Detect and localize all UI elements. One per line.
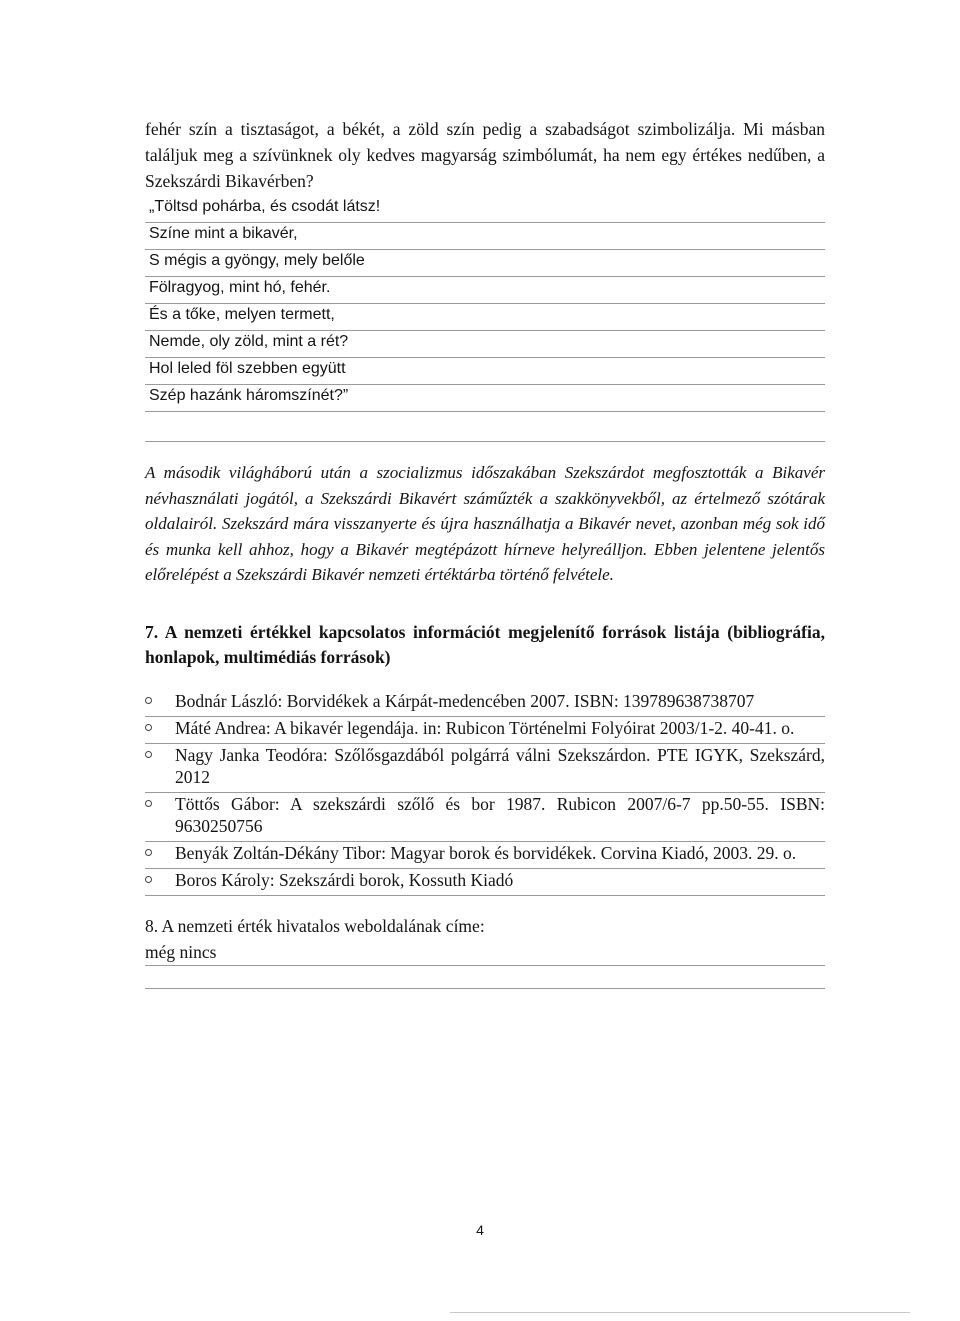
section-8-title: 8. A nemzeti érték hivatalos weboldalának címe: (145, 916, 485, 936)
intro-paragraph (145, 116, 825, 194)
bullet-icon (145, 697, 152, 704)
bullet-icon (145, 800, 152, 807)
poem-line: S mégis a gyöngy, mely belőle (145, 250, 825, 277)
poem-line: Fölragyog, mint hó, fehér. (145, 277, 825, 304)
page-number: 4 (476, 1222, 484, 1238)
bullet-icon (145, 724, 152, 731)
list-item: Töttős Gábor: A szekszárdi szőlő és bor 1987. Rubicon 2007/6-7 pp.50-55. ISBN: 9630250756 (145, 793, 825, 842)
section-8-answer: még nincs (145, 939, 825, 966)
section-7-title: 7. A nemzeti értékkel kapcsolatos információt megjelenítő források listája (bibliográfia, honlapok, multimédiás források) (145, 622, 825, 667)
list-item: Benyák Zoltán-Dékány Tibor: Magyar borok és borvidékek. Corvina Kiadó, 2003. 29. o. (145, 842, 825, 869)
poem-line: Hol leled föl szebben együtt (145, 358, 825, 385)
list-item: Bodnár László: Borvidékek a Kárpát-medencében 2007. ISBN: 139789638738707 (145, 690, 825, 717)
section-8 (145, 913, 825, 966)
poem-block (145, 196, 825, 412)
intro-text: fehér szín a tisztaságot, a békét, a zöld szín pedig a szabadságot szimbolizálja. Mi másban találjuk meg a szívünknek oly kedves magyarság szimbólumát, ha nem egy értékes nedűben, a Szekszárdi Bikavérben? (145, 119, 825, 191)
poem-line: Szép hazánk háromszínét?” (145, 385, 825, 412)
divider-line (145, 988, 825, 989)
divider-line (145, 441, 825, 442)
bullet-icon (145, 751, 152, 758)
poem-line: Színe mint a bikavér, (145, 223, 825, 250)
bullet-icon (145, 849, 152, 856)
poem-line: És a tőke, melyen termett, (145, 304, 825, 331)
bullet-icon (145, 876, 152, 883)
poem-line: Nemde, oly zöld, mint a rét? (145, 331, 825, 358)
list-item: Boros Károly: Szekszárdi borok, Kossuth Kiadó (145, 869, 825, 896)
list-item: Máté Andrea: A bikavér legendája. in: Rubicon Történelmi Folyóirat 2003/1-2. 40-41. o. (145, 717, 825, 744)
poem-line: „Töltsd pohárba, és csodát látsz! (145, 196, 825, 223)
footer-line (450, 1312, 910, 1313)
reference-list (145, 690, 825, 896)
italic-paragraph: A második világháború után a szocializmus időszakában Szekszárdot megfosztották a Bikavér névhasználati jogától, a Szekszárdi Bikavért száműzték a szakkönyvekből, az értelmező szótárak oldalairól. Szekszárd mára visszanyerte és újra használhatja a Bikavér nevet, azonban még sok idő és munka kell ahhoz, hogy a Bikavér megtépázott hírneve helyreálljon. Ebben jelentene jelentős előrelépést a Szekszárdi Bikavér nemzeti értéktárba történő felvétele. (145, 463, 825, 584)
list-item: Nagy Janka Teodóra: Szőlősgazdából polgárrá válni Szekszárdon. PTE IGYK, Szekszárd, 2012 (145, 744, 825, 793)
